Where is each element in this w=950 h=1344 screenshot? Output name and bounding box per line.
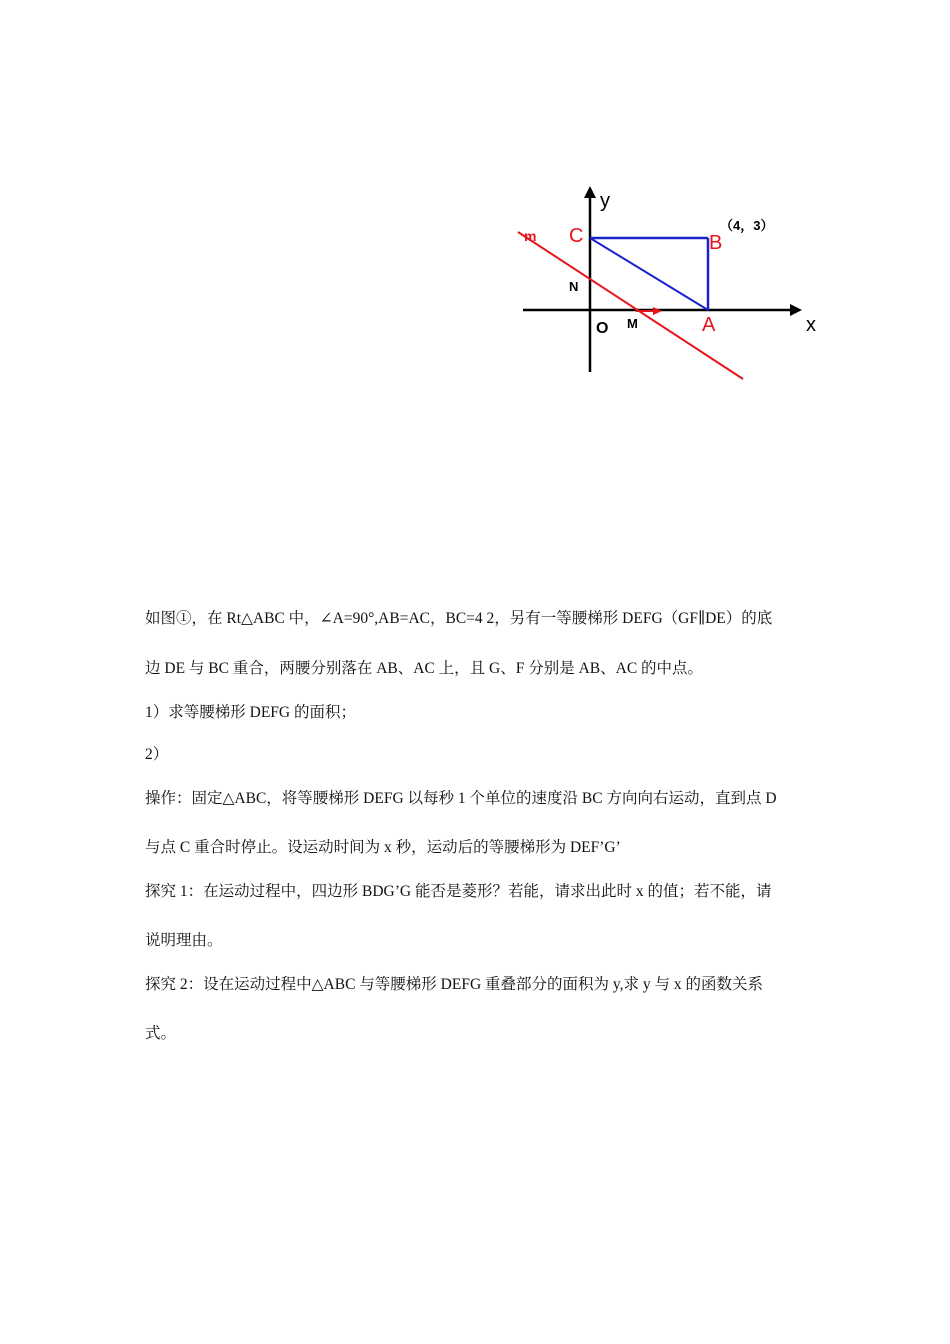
x-axis-label: x [806, 314, 816, 336]
m-arrow-head-icon [653, 307, 662, 315]
explore-2-line-1: 探究 2：设在运动过程中△ABC 与等腰梯形 DEFG 重叠部分的面积为 y,求 y 与 x 的函数关系 [145, 976, 764, 993]
explore-1-line-1: 探究 1：在运动过程中，四边形 BDG’G 能否是菱形？若能，请求出此时 x 的值；若不能，请 [145, 883, 772, 900]
label-a: A [702, 314, 716, 336]
origin-label: O [596, 320, 609, 337]
label-line-m: m [524, 228, 537, 244]
label-c: C [569, 225, 584, 247]
segment-ca [590, 238, 708, 310]
question-1: 1）求等腰梯形 DEFG 的面积； [145, 704, 356, 721]
y-axis-label: y [600, 190, 610, 212]
question-2: 2） [145, 746, 169, 763]
label-b: B [709, 232, 723, 254]
coord-b-label: （4，3） [720, 218, 774, 233]
label-n: N [569, 279, 579, 294]
explore-2-line-2: 式。 [145, 1025, 177, 1042]
operation-line-2: 与点 C 重合时停止。设运动时间为 x 秒，运动后的等腰梯形为 DEF’G’ [145, 839, 621, 856]
label-m-point: M [627, 316, 638, 331]
coordinate-figure [510, 180, 840, 380]
explore-1-line-2: 说明理由。 [145, 932, 223, 949]
y-axis-arrow-icon [584, 186, 596, 198]
problem-intro-line-1: 如图①，在 Rt△ABC 中，∠A=90°,AB=AC，BC=4 2，另有一等腰梯形 DEFG（GF∥DE）的底 [145, 610, 773, 627]
problem-intro-line-2: 边 DE 与 BC 重合，两腰分别落在 AB、AC 上，且 G、F 分别是 AB、AC 的中点。 [145, 660, 704, 677]
x-axis-arrow-icon [790, 304, 802, 316]
operation-line-1: 操作：固定△ABC，将等腰梯形 DEFG 以每秒 1 个单位的速度沿 BC 方向向右运动，直到点 D [145, 790, 777, 807]
